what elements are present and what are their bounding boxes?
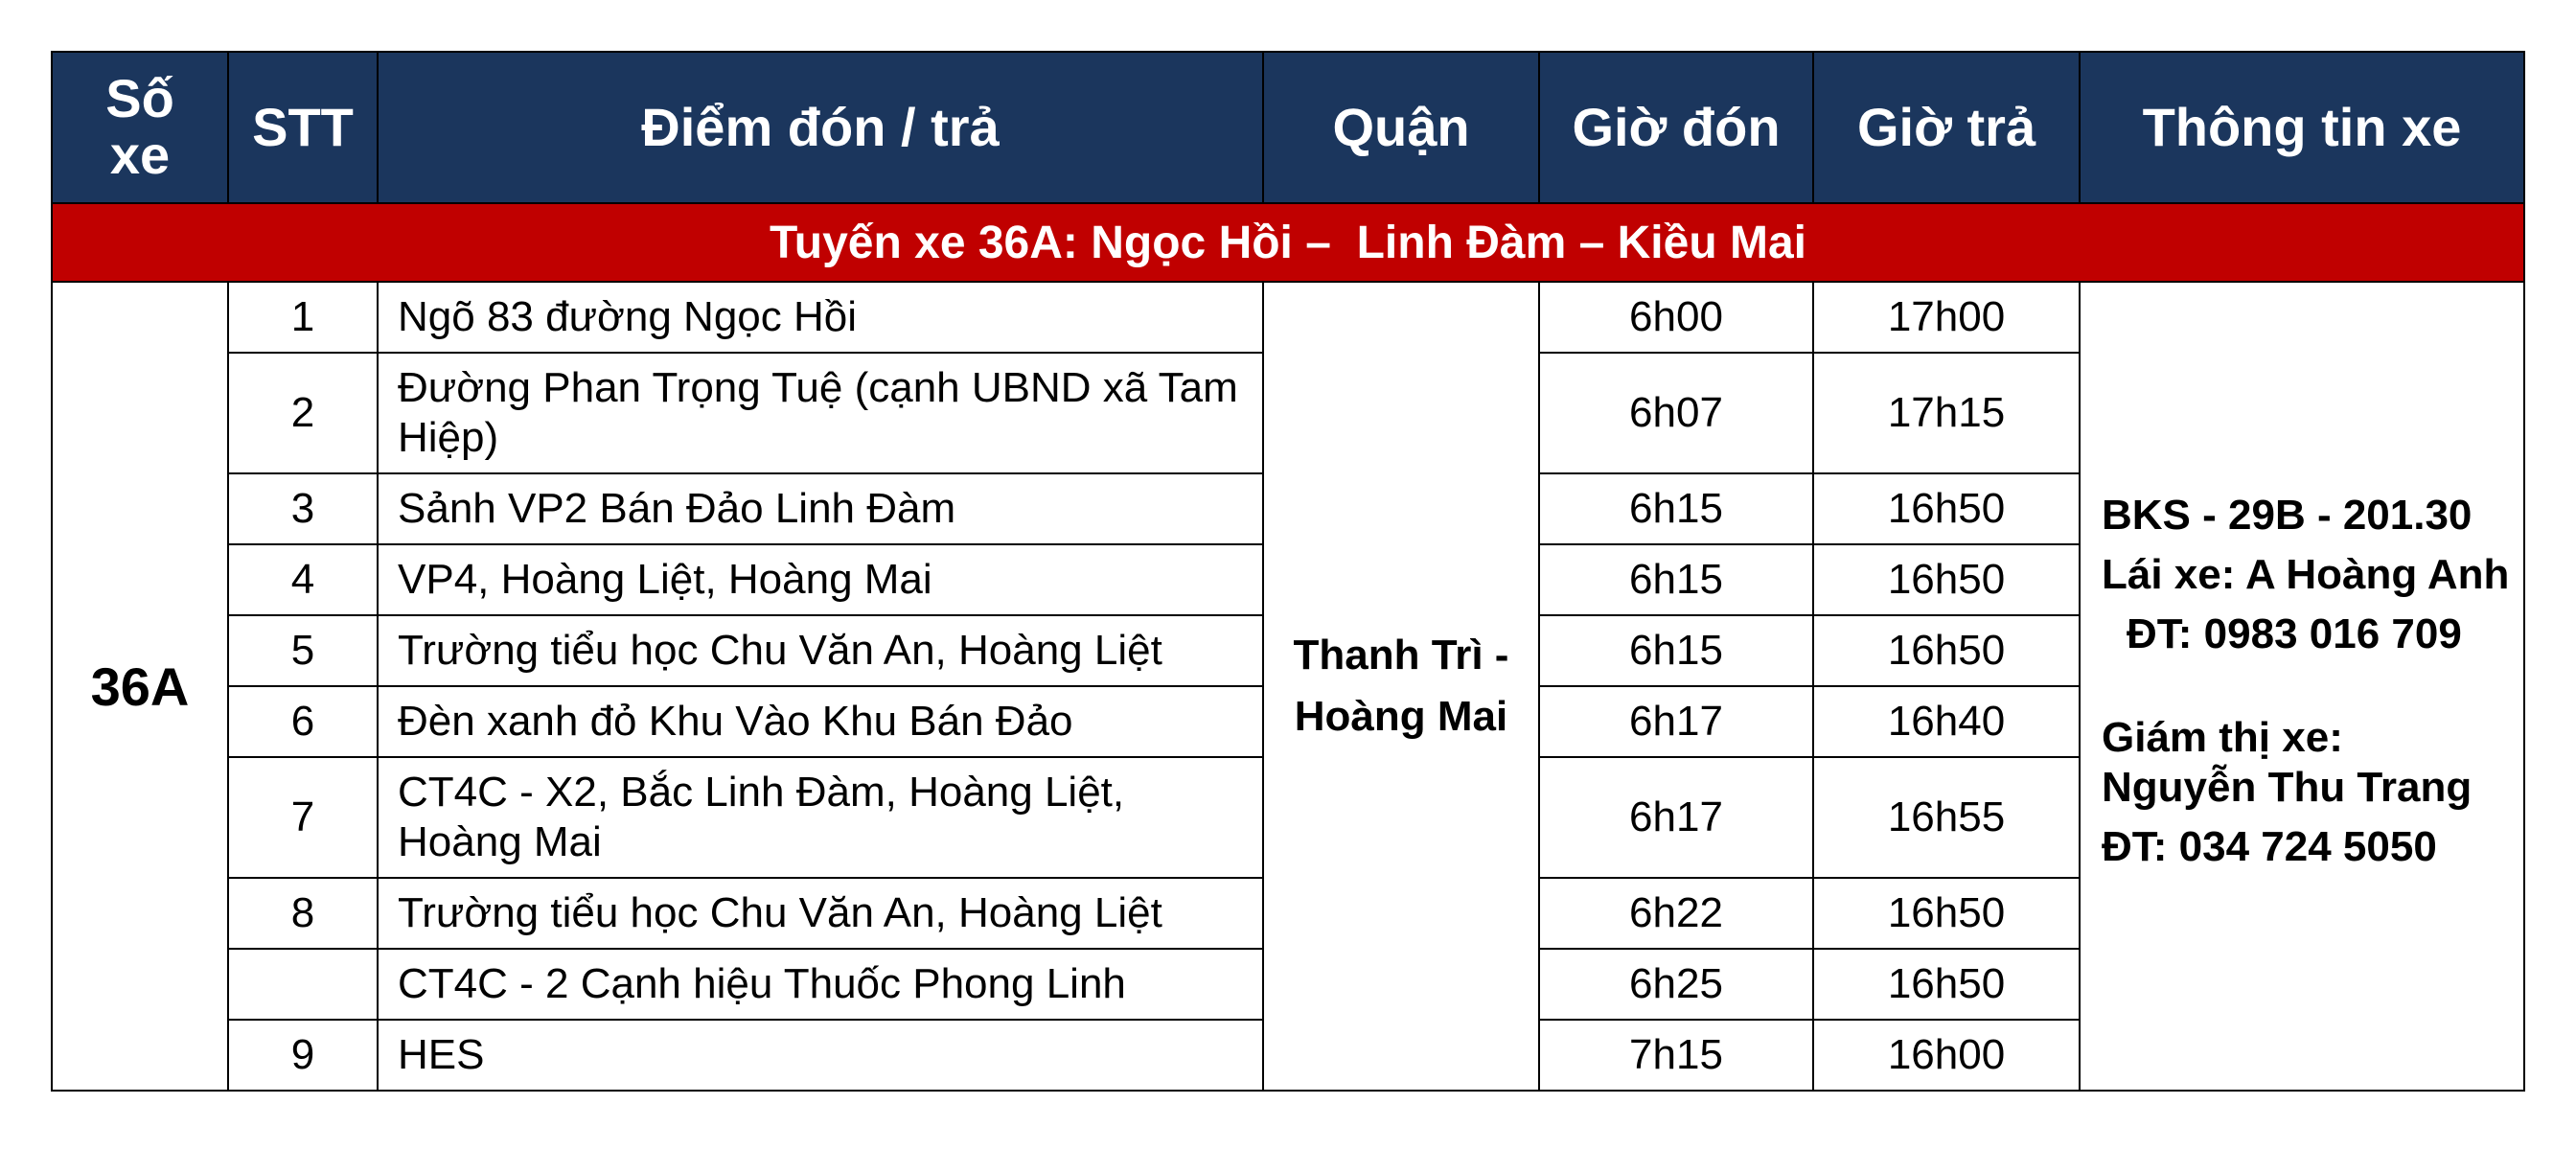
row-stt: 9: [228, 1020, 378, 1091]
header-stt: STT: [228, 52, 378, 203]
bus-info-cell: [2080, 282, 2524, 1091]
row-dropoff: 16h50: [1813, 878, 2080, 949]
row-stt: 6: [228, 686, 378, 757]
row-dropoff: 16h50: [1813, 615, 2080, 686]
row-pickup: 7h15: [1539, 1020, 1813, 1091]
district-line-2: Hoàng Mai: [1294, 693, 1508, 740]
row-stop: CT4C - X2, Bắc Linh Đàm, Hoàng Liệt, Hoàng Mai: [378, 757, 1263, 878]
row-dropoff: 16h50: [1813, 949, 2080, 1020]
row-stt: 3: [228, 473, 378, 544]
driver-name: Lái xe: A Hoàng Anh: [2102, 551, 2510, 599]
supervisor-label: Giám thị xe:: [2102, 714, 2343, 761]
row-pickup: 6h22: [1539, 878, 1813, 949]
row-stop: Trường tiểu học Chu Văn An, Hoàng Liệt: [378, 878, 1263, 949]
bus-route-table: [51, 51, 2525, 1092]
row-stt: 2: [228, 353, 378, 473]
row-pickup: 6h15: [1539, 615, 1813, 686]
row-stop: CT4C - 2 Cạnh hiệu Thuốc Phong Linh: [378, 949, 1263, 1020]
header-district: Quận: [1263, 52, 1539, 203]
row-dropoff: 16h55: [1813, 757, 2080, 878]
header-bus-no: Số xe: [52, 52, 228, 203]
row-dropoff: 16h00: [1813, 1020, 2080, 1091]
row-pickup: 6h17: [1539, 686, 1813, 757]
district-cell: [1263, 282, 1539, 1091]
row-pickup: 6h25: [1539, 949, 1813, 1020]
driver-phone: ĐT: 0983 016 709: [2127, 610, 2462, 658]
supervisor-name: Nguyễn Thu Trang: [2102, 763, 2472, 811]
header-stop: Điểm đón / trả: [378, 52, 1263, 203]
row-dropoff: 17h15: [1813, 353, 2080, 473]
row-dropoff: 16h40: [1813, 686, 2080, 757]
row-stt: [228, 949, 378, 1020]
row-stt: 4: [228, 544, 378, 615]
supervisor-phone: ĐT: 034 724 5050: [2102, 822, 2437, 870]
header-row: [52, 52, 2524, 203]
table-row: [52, 282, 2524, 353]
row-stop: VP4, Hoàng Liệt, Hoàng Mai: [378, 544, 1263, 615]
row-stop: Trường tiểu học Chu Văn An, Hoàng Liệt: [378, 615, 1263, 686]
row-stt: 8: [228, 878, 378, 949]
row-pickup: 6h15: [1539, 544, 1813, 615]
row-stop: Đường Phan Trọng Tuệ (cạnh UBND xã Tam Hiệp): [378, 353, 1263, 473]
row-stop: HES: [378, 1020, 1263, 1091]
row-pickup: 6h00: [1539, 282, 1813, 353]
bus-number: 36A: [52, 282, 228, 1091]
row-dropoff: 16h50: [1813, 544, 2080, 615]
row-stop: Sảnh VP2 Bán Đảo Linh Đàm: [378, 473, 1263, 544]
row-dropoff: 16h50: [1813, 473, 2080, 544]
route-banner-row: [52, 203, 2524, 282]
row-stt: 7: [228, 757, 378, 878]
bus-plate: BKS - 29B - 201.30: [2102, 492, 2472, 540]
row-pickup: 6h07: [1539, 353, 1813, 473]
row-pickup: 6h17: [1539, 757, 1813, 878]
row-pickup: 6h15: [1539, 473, 1813, 544]
header-pickup-time: Giờ đón: [1539, 52, 1813, 203]
row-stt: 1: [228, 282, 378, 353]
route-title: Tuyến xe 36A: Ngọc Hồi – Linh Đàm – Kiều Mai: [52, 203, 2524, 282]
row-stop: Ngõ 83 đường Ngọc Hồi: [378, 282, 1263, 353]
district-line-1: Thanh Trì -: [1293, 632, 1509, 679]
row-stop: Đèn xanh đỏ Khu Vào Khu Bán Đảo: [378, 686, 1263, 757]
header-dropoff-time: Giờ trả: [1813, 52, 2080, 203]
row-dropoff: 17h00: [1813, 282, 2080, 353]
row-stt: 5: [228, 615, 378, 686]
header-bus-info: Thông tin xe: [2080, 52, 2524, 203]
